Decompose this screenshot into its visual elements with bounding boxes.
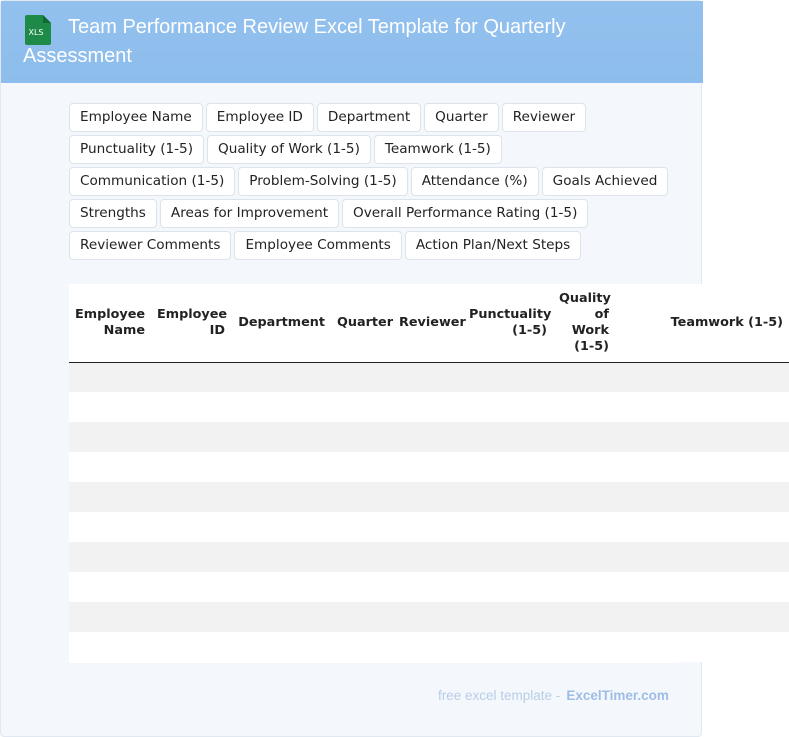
table-cell[interactable] xyxy=(151,632,231,662)
table-cell[interactable] xyxy=(463,452,553,482)
table-cell[interactable] xyxy=(231,542,331,572)
page-title: Team Performance Review Excel Template for Quarterly Assessment xyxy=(23,16,566,67)
table-cell[interactable] xyxy=(151,362,231,392)
table-cell[interactable] xyxy=(553,362,615,392)
column-chip[interactable]: Communication (1-5) xyxy=(69,167,235,196)
table-cell[interactable] xyxy=(151,542,231,572)
table-cell[interactable] xyxy=(231,632,331,662)
table-header-cell: Quality of Work (1-5) xyxy=(553,284,615,362)
table-cell[interactable] xyxy=(331,392,393,422)
table-cell[interactable] xyxy=(69,602,151,632)
table-cell[interactable] xyxy=(231,602,331,632)
table-cell[interactable] xyxy=(463,482,553,512)
table-cell[interactable] xyxy=(615,512,789,542)
footer-credit xyxy=(438,688,688,703)
table-header-cell: Employee Name xyxy=(69,284,151,362)
column-chips xyxy=(69,103,669,260)
table-row xyxy=(69,632,789,662)
table-header-cell: Punctuality (1-5) xyxy=(463,284,553,362)
xls-icon-label: XLS xyxy=(28,28,44,37)
table-cell[interactable] xyxy=(331,632,393,662)
column-chip[interactable]: Teamwork (1-5) xyxy=(374,135,502,164)
table-cell[interactable] xyxy=(393,542,463,572)
table-cell[interactable] xyxy=(331,542,393,572)
table-cell[interactable] xyxy=(231,362,331,392)
column-chip[interactable]: Areas for Improvement xyxy=(160,199,339,228)
column-chip[interactable]: Quality of Work (1-5) xyxy=(207,135,371,164)
table-cell[interactable] xyxy=(553,632,615,662)
table-cell[interactable] xyxy=(231,422,331,452)
header-bar xyxy=(1,1,703,83)
table-cell[interactable] xyxy=(393,482,463,512)
table-cell[interactable] xyxy=(553,422,615,452)
column-chip[interactable]: Reviewer Comments xyxy=(69,231,231,260)
table-cell[interactable] xyxy=(231,572,331,602)
template-table-container[interactable] xyxy=(69,284,783,663)
table-row xyxy=(69,362,789,392)
table-cell[interactable] xyxy=(615,542,789,572)
table-header-row xyxy=(69,284,789,362)
table-cell[interactable] xyxy=(463,422,553,452)
column-chip[interactable]: Overall Performance Rating (1-5) xyxy=(342,199,588,228)
table-cell[interactable] xyxy=(393,362,463,392)
table-cell[interactable] xyxy=(393,572,463,602)
table-cell[interactable] xyxy=(463,392,553,422)
table-body xyxy=(69,362,789,662)
table-cell[interactable] xyxy=(393,392,463,422)
column-chip[interactable]: Quarter xyxy=(424,103,499,132)
table-cell[interactable] xyxy=(151,392,231,422)
table-cell[interactable] xyxy=(69,482,151,512)
table-cell[interactable] xyxy=(463,542,553,572)
column-chip[interactable]: Attendance (%) xyxy=(411,167,539,196)
table-cell[interactable] xyxy=(553,392,615,422)
table-cell[interactable] xyxy=(331,482,393,512)
table-cell[interactable] xyxy=(463,632,553,662)
table-cell[interactable] xyxy=(151,572,231,602)
table-cell[interactable] xyxy=(393,452,463,482)
table-row xyxy=(69,542,789,572)
column-chip[interactable]: Employee ID xyxy=(206,103,314,132)
table-cell[interactable] xyxy=(615,452,789,482)
table-cell[interactable] xyxy=(231,452,331,482)
table-cell[interactable] xyxy=(615,392,789,422)
table-header-cell: Employee ID xyxy=(151,284,231,362)
table-cell[interactable] xyxy=(331,452,393,482)
table-header-cell: Teamwork (1-5) xyxy=(615,284,789,362)
table-cell[interactable] xyxy=(69,392,151,422)
column-chip[interactable]: Action Plan/Next Steps xyxy=(405,231,581,260)
table-cell[interactable] xyxy=(615,602,789,632)
table-cell[interactable] xyxy=(151,482,231,512)
table-cell[interactable] xyxy=(463,602,553,632)
table-cell[interactable] xyxy=(231,392,331,422)
table-row xyxy=(69,452,789,482)
table-cell[interactable] xyxy=(69,452,151,482)
table-cell[interactable] xyxy=(231,512,331,542)
table-row xyxy=(69,482,789,512)
table-cell[interactable] xyxy=(553,482,615,512)
table-header-cell: Quarter xyxy=(331,284,393,362)
table-cell[interactable] xyxy=(69,362,151,392)
column-chip[interactable]: Goals Achieved xyxy=(542,167,669,196)
table-row xyxy=(69,572,789,602)
table-cell[interactable] xyxy=(463,572,553,602)
column-chip[interactable]: Strengths xyxy=(69,199,157,228)
table-cell[interactable] xyxy=(69,632,151,662)
table-cell[interactable] xyxy=(151,602,231,632)
table-cell[interactable] xyxy=(615,422,789,452)
table-cell[interactable] xyxy=(393,632,463,662)
table-cell[interactable] xyxy=(331,422,393,452)
column-chip[interactable]: Problem-Solving (1-5) xyxy=(238,167,407,196)
table-row xyxy=(69,512,789,542)
column-chip[interactable]: Punctuality (1-5) xyxy=(69,135,204,164)
table-cell[interactable] xyxy=(231,482,331,512)
table-row xyxy=(69,422,789,452)
table-cell[interactable] xyxy=(69,512,151,542)
table-cell[interactable] xyxy=(331,512,393,542)
table-header-cell: Department xyxy=(231,284,331,362)
column-chip[interactable]: Reviewer xyxy=(502,103,586,132)
table-cell[interactable] xyxy=(69,422,151,452)
table-cell[interactable] xyxy=(615,482,789,512)
table-row xyxy=(69,602,789,632)
column-chip[interactable]: Employee Comments xyxy=(234,231,401,260)
table-cell[interactable] xyxy=(553,572,615,602)
table-row xyxy=(69,392,789,422)
table-header-cell: Reviewer xyxy=(393,284,463,362)
table-cell[interactable] xyxy=(393,512,463,542)
table-cell[interactable] xyxy=(553,542,615,572)
table-cell[interactable] xyxy=(331,362,393,392)
table-cell[interactable] xyxy=(69,572,151,602)
table-cell[interactable] xyxy=(151,422,231,452)
table-cell[interactable] xyxy=(393,422,463,452)
table-cell[interactable] xyxy=(331,572,393,602)
footer-text: free excel template - xyxy=(438,688,561,703)
table-cell[interactable] xyxy=(331,602,393,632)
table-cell[interactable] xyxy=(615,632,789,662)
table-cell[interactable] xyxy=(615,572,789,602)
template-table xyxy=(69,284,789,662)
table-cell[interactable] xyxy=(463,512,553,542)
table-cell[interactable] xyxy=(151,512,231,542)
table-cell[interactable] xyxy=(553,512,615,542)
table-cell[interactable] xyxy=(69,542,151,572)
column-chip[interactable]: Department xyxy=(317,103,421,132)
table-cell[interactable] xyxy=(151,452,231,482)
table-cell[interactable] xyxy=(615,362,789,392)
column-chip[interactable]: Employee Name xyxy=(69,103,203,132)
footer-brand-link[interactable]: ExcelTimer.com xyxy=(566,688,669,703)
table-cell[interactable] xyxy=(553,602,615,632)
table-cell[interactable] xyxy=(463,362,553,392)
table-cell[interactable] xyxy=(553,452,615,482)
table-cell[interactable] xyxy=(393,602,463,632)
